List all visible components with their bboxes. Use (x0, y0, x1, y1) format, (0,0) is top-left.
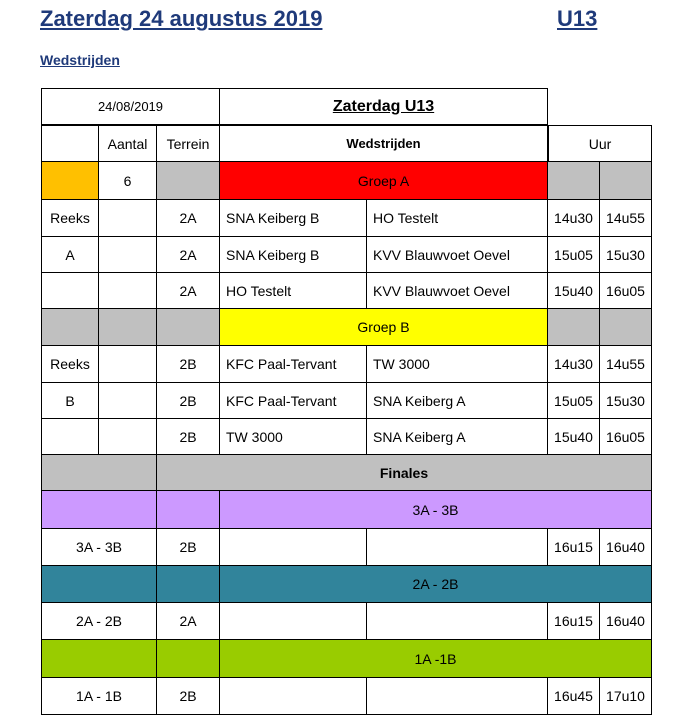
final-banner: 1A -1B (220, 640, 652, 678)
table-cell (41, 419, 99, 455)
away-team: SNA Keiberg A (367, 419, 548, 455)
terrein-cell: 2B (157, 529, 220, 566)
color-marker (41, 640, 157, 678)
header-wedstrijden: Wedstrijden (220, 125, 548, 162)
final-match: 2A - 2B (41, 603, 157, 640)
home-team: SNA Keiberg B (220, 237, 367, 273)
color-marker (157, 491, 220, 529)
grey-cell (99, 309, 157, 346)
color-marker (41, 491, 157, 529)
grey-cell (157, 162, 220, 200)
reeks-value: B (41, 383, 99, 419)
away-team: HO Testelt (367, 200, 548, 237)
table-cell (220, 529, 367, 566)
start-time: 14u30 (548, 200, 600, 237)
start-time: 15u05 (548, 383, 600, 419)
finales-heading: Finales (157, 455, 652, 491)
start-time: 14u30 (548, 346, 600, 383)
table-cell (220, 603, 367, 640)
grey-cell (548, 309, 600, 346)
start-time: 16u15 (548, 603, 600, 640)
terrein-cell: 2A (157, 200, 220, 237)
table-cell (367, 529, 548, 566)
color-marker (157, 566, 220, 603)
away-team: KVV Blauwvoet Oevel (367, 237, 548, 273)
table-cell (99, 419, 157, 455)
end-time: 16u05 (600, 273, 652, 309)
terrein-cell: 2B (157, 346, 220, 383)
home-team: SNA Keiberg B (220, 200, 367, 237)
home-team: KFC Paal-Tervant (220, 346, 367, 383)
final-banner: 3A - 3B (220, 491, 652, 529)
group-b-banner: Groep B (220, 309, 548, 346)
header-aantal: Aantal (99, 125, 157, 162)
table-heading: Zaterdag U13 (220, 88, 548, 125)
end-time: 16u40 (600, 529, 652, 566)
end-time: 15u30 (600, 237, 652, 273)
grey-cell (600, 162, 652, 200)
table-cell (367, 678, 548, 715)
end-time: 16u40 (600, 603, 652, 640)
start-time: 15u05 (548, 237, 600, 273)
grey-cell (41, 455, 157, 491)
terrein-cell: 2B (157, 383, 220, 419)
home-team: TW 3000 (220, 419, 367, 455)
terrein-cell: 2A (157, 237, 220, 273)
color-marker (41, 162, 99, 200)
terrein-cell: 2A (157, 273, 220, 309)
grey-cell (548, 162, 600, 200)
table-cell (99, 383, 157, 419)
header-uur: Uur (548, 125, 652, 162)
start-time: 16u15 (548, 529, 600, 566)
header-blank (41, 125, 99, 162)
home-team: KFC Paal-Tervant (220, 383, 367, 419)
terrein-cell: 2B (157, 419, 220, 455)
end-time: 17u10 (600, 678, 652, 715)
end-time: 16u05 (600, 419, 652, 455)
date-cell: 24/08/2019 (41, 88, 220, 125)
grey-cell (41, 309, 99, 346)
table-cell (99, 346, 157, 383)
reeks-value: A (41, 237, 99, 273)
table-cell (367, 603, 548, 640)
header-terrein: Terrein (157, 125, 220, 162)
terrein-cell: 2A (157, 603, 220, 640)
group-a-banner: Groep A (220, 162, 548, 200)
table-cell (99, 200, 157, 237)
end-time: 14u55 (600, 200, 652, 237)
start-time: 15u40 (548, 419, 600, 455)
table-cell (220, 678, 367, 715)
end-time: 14u55 (600, 346, 652, 383)
table-cell (41, 273, 99, 309)
page-title: Zaterdag 24 augustus 2019 (40, 6, 323, 31)
start-time: 16u45 (548, 678, 600, 715)
category-title: U13 (557, 6, 598, 31)
aantal-value: 6 (99, 162, 157, 200)
home-team: HO Testelt (220, 273, 367, 309)
away-team: TW 3000 (367, 346, 548, 383)
color-marker (41, 566, 157, 603)
final-banner: 2A - 2B (220, 566, 652, 603)
reeks-label: Reeks (41, 200, 99, 237)
table-cell (99, 273, 157, 309)
end-time: 15u30 (600, 383, 652, 419)
table-cell (99, 237, 157, 273)
terrein-cell: 2B (157, 678, 220, 715)
grey-cell (157, 309, 220, 346)
away-team: SNA Keiberg A (367, 383, 548, 419)
start-time: 15u40 (548, 273, 600, 309)
final-match: 1A - 1B (41, 678, 157, 715)
color-marker (157, 640, 220, 678)
reeks-label: Reeks (41, 346, 99, 383)
final-match: 3A - 3B (41, 529, 157, 566)
grey-cell (600, 309, 652, 346)
away-team: KVV Blauwvoet Oevel (367, 273, 548, 309)
section-subtitle: Wedstrijden (40, 52, 120, 68)
